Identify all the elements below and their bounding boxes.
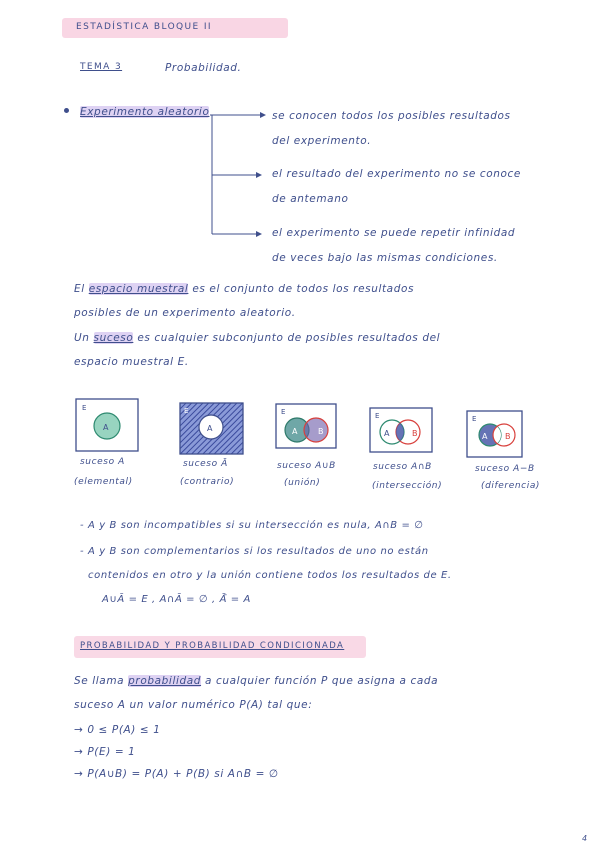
- venn-caption-3a: suceso A∪B: [277, 461, 336, 471]
- venn-caption-4a: suceso A∩B: [373, 462, 432, 472]
- suceso-term: suceso: [93, 332, 134, 344]
- venn-caption-4b: (intersección): [372, 481, 443, 491]
- venn-3-set-b: [304, 418, 328, 442]
- prob-axiom-3: → P(A∪B) = P(A) + P(B) si A∩B = ∅: [74, 768, 279, 780]
- experimento-item-3a: el experimento se puede repetir infinidad: [272, 227, 516, 239]
- espacio-post: es el conjunto de todos los resultados: [192, 283, 415, 295]
- venn-3-e-label: E: [281, 408, 286, 416]
- prob-def-term: probabilidad: [128, 675, 202, 687]
- venn-2-e-label: E: [184, 407, 189, 415]
- venn-5-b-label: B: [505, 432, 511, 441]
- venn-interseccion: [370, 408, 432, 452]
- note-complementarios-2: contenidos en otro y la unión contiene todos los resultados de E.: [88, 570, 452, 581]
- venn-caption-5a: suceso A−B: [475, 464, 535, 474]
- venn-caption-2a: suceso Ā: [183, 459, 228, 469]
- prob-def-line1: [74, 675, 438, 687]
- venn-caption-5b: (diferencia): [481, 481, 541, 491]
- experimento-item-1a: se conocen todos los posibles resultados: [272, 110, 511, 122]
- tema-label: TEMA 3: [80, 62, 123, 72]
- experimento-item-2b: de antemano: [272, 193, 349, 205]
- note-incompatibles: - A y B son incompatibles si su intersección es nula, A∩B = ∅: [80, 520, 424, 531]
- espacio-pre: El: [74, 283, 85, 295]
- venn-4-b-label: B: [412, 429, 418, 438]
- venn-4-e-label: E: [375, 412, 380, 420]
- suceso-line2: espacio muestral E.: [74, 356, 189, 368]
- prob-axiom-1: → 0 ≤ P(A) ≤ 1: [74, 724, 161, 736]
- venn-4-a-label: A: [384, 429, 390, 438]
- note-complementarios-1: - A y B son complementarios si los resultados de uno no están: [80, 546, 429, 557]
- prob-axiom-2: → P(E) = 1: [74, 746, 136, 758]
- venn-3-a-label: A: [292, 427, 298, 436]
- experimento-item-1b: del experimento.: [272, 135, 372, 147]
- section-title: PROBABILIDAD Y PROBABILIDAD CONDICIONADA: [80, 641, 345, 651]
- venn-5-e-label: E: [472, 415, 477, 423]
- prob-def-post: a cualquier función P que asigna a cada: [205, 675, 439, 687]
- tema-subject: Probabilidad.: [165, 62, 242, 74]
- experimento-item-2a: el resultado del experimento no se conoce: [272, 168, 521, 180]
- venn-caption-1b: (elemental): [74, 477, 133, 487]
- venn-1-e-label: E: [82, 404, 87, 412]
- suceso-pre: Un: [74, 332, 90, 344]
- venn-caption-3b: (unión): [284, 478, 321, 488]
- venn-suceso-a: [76, 399, 138, 451]
- venn-2-a-label: A: [207, 424, 213, 433]
- page-number: 4: [582, 834, 588, 843]
- venn-3-b-label: B: [318, 427, 324, 436]
- venn-caption-1a: suceso A: [80, 457, 125, 467]
- venn-diferencia: [467, 411, 522, 457]
- espacio-line2: posibles de un experimento aleatorio.: [74, 307, 296, 319]
- note-formulas: A∪Ā = E , A∩Ā = ∅ , Ā̄ = A: [102, 594, 251, 605]
- venn-5-a-label: A: [482, 432, 488, 441]
- suceso-post: es cualquier subconjunto de posibles resultados del: [137, 332, 441, 344]
- venn-union: [276, 404, 336, 448]
- prob-def-line2: suceso A un valor numérico P(A) tal que:: [74, 699, 313, 711]
- venn-1-a-label: A: [103, 423, 109, 432]
- venn-suceso-complemento: [180, 403, 243, 454]
- prob-def-pre: Se llama: [74, 675, 125, 687]
- espacio-term: espacio muestral: [88, 283, 189, 295]
- venn-caption-2b: (contrario): [180, 477, 235, 487]
- experimento-term: Experimento aleatorio: [80, 106, 210, 118]
- experimento-item-3b: de veces bajo las mismas condiciones.: [272, 252, 498, 264]
- page-title: ESTADÍSTICA BLOQUE II: [76, 22, 212, 32]
